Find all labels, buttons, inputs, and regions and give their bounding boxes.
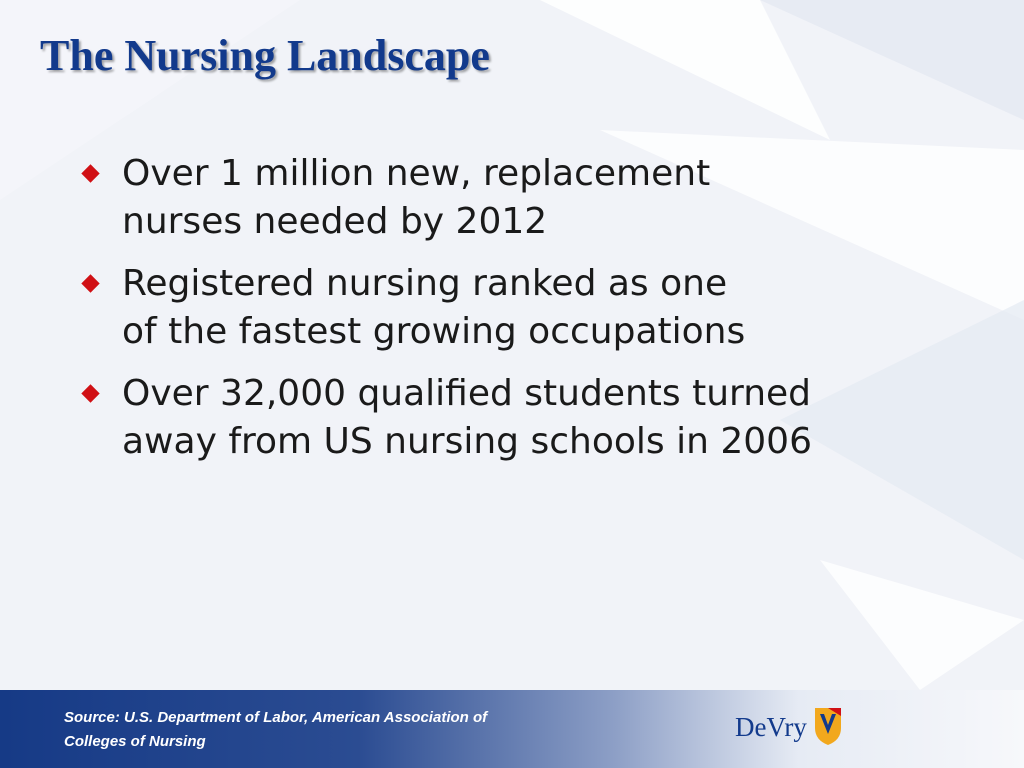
bullet-text: Over 1 million new, replacement nurses needed by 2012 <box>122 153 711 242</box>
logo-wordmark: DeVry <box>735 712 807 742</box>
red-diamond-bullet-icon <box>81 164 99 182</box>
footer-band <box>0 690 1024 768</box>
bullet-item <box>80 370 980 466</box>
devry-shield-icon <box>813 706 843 746</box>
bullet-text: Registered nursing ranked as one of the fastest growing occupations <box>122 263 746 352</box>
red-diamond-bullet-icon <box>81 384 99 402</box>
bullet-item <box>80 150 980 246</box>
slide-title: The Nursing Landscape <box>40 31 490 80</box>
bullet-list <box>80 150 980 480</box>
bullet-text: Over 32,000 qualified students turned away from US nursing schools in 2006 <box>122 373 812 462</box>
source-citation: Source: U.S. Department of Labor, American Association of Colleges of Nursing <box>64 709 488 750</box>
bullet-item <box>80 260 980 356</box>
red-diamond-bullet-icon <box>81 274 99 292</box>
